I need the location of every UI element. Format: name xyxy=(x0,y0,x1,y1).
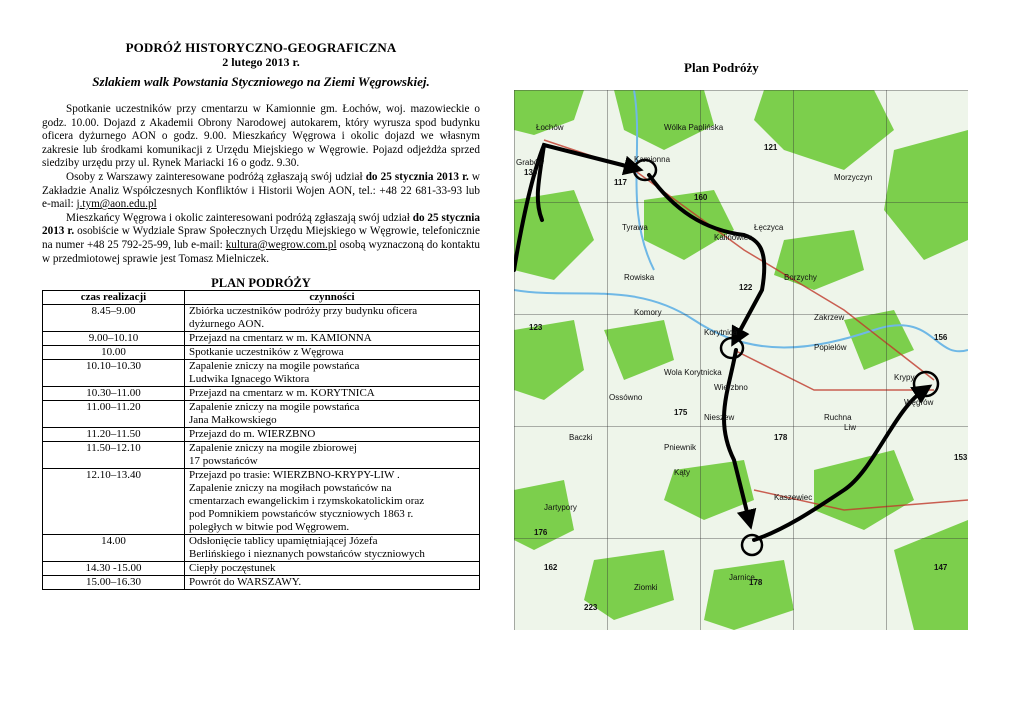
map-road-number: 117 xyxy=(614,178,627,187)
schedule-table xyxy=(42,290,480,590)
activity-line: Zbiórka uczestników podróży przy budynku oficera xyxy=(189,305,418,318)
activity-line: Berlińskiego i nieznanych powstańców styczniowych xyxy=(189,548,425,561)
map-road-number: 123 xyxy=(529,323,543,332)
map-place-label: Ossówno xyxy=(609,393,643,402)
plan-title: PLAN PODRÓŻY xyxy=(211,276,311,291)
schedule-body xyxy=(43,305,480,590)
table-row xyxy=(43,401,480,428)
aon-email-link[interactable]: j.tym@aon.edu.pl xyxy=(76,198,157,211)
map-road-number: 223 xyxy=(584,603,598,612)
event-date: 2 lutego 2013 r. xyxy=(222,55,300,69)
map-place-label: Kalinowiec xyxy=(714,233,753,242)
table-row xyxy=(43,576,480,590)
activity-line: poległych w bitwie pod Węgrowem. xyxy=(189,521,350,534)
map-place-label: Zakrzew xyxy=(814,313,845,322)
row-activity xyxy=(185,469,480,535)
map-place-label: Łochów xyxy=(536,123,564,132)
map-road-number: 178 xyxy=(749,578,763,587)
map-place-label: Grabów xyxy=(516,158,545,167)
map-road-number: 175 xyxy=(674,408,688,417)
map-road-number: 130 xyxy=(524,168,538,177)
row-time: 8.45–9.00 xyxy=(43,305,185,332)
page-title: PODRÓŻ HISTORYCZNO-GEOGRAFICZNA xyxy=(125,40,397,55)
map-place-label: Kamionna xyxy=(634,155,671,164)
activity-line: Ludwika Ignacego Wiktora xyxy=(189,373,310,386)
activity-line: pod Pomnikiem powstańców styczniowych 1863 r. xyxy=(189,508,414,521)
map-road-number: 121 xyxy=(764,143,778,152)
activity-line: Powrót do WARSZAWY. xyxy=(189,576,302,589)
table-row xyxy=(43,428,480,442)
intro-text xyxy=(42,103,480,266)
table-row xyxy=(43,562,480,576)
table-row xyxy=(43,535,480,562)
activity-line: Przejazd na cmentarz w m. KAMIONNA xyxy=(189,332,372,345)
intro-p3-text-3: osobą wyznaczoną do kontaktu w przedmiotowej sprawie jest Tomasz Mielniczek. xyxy=(42,238,480,265)
col-header-time: czas realizacji xyxy=(43,291,185,305)
map-road-number: 162 xyxy=(544,563,558,572)
activity-line: Spotkanie uczestników z Węgrowa xyxy=(189,346,344,359)
row-time: 9.00–10.10 xyxy=(43,332,185,346)
row-activity xyxy=(185,332,480,346)
intro-p2-text: Osoby z Warszawy zainteresowane podróżą zgłaszają swój udział xyxy=(66,170,366,183)
row-time: 11.00–11.20 xyxy=(43,401,185,428)
map-place-label: Pniewnik xyxy=(664,443,697,452)
table-row xyxy=(43,346,480,360)
table-row xyxy=(43,442,480,469)
map-place-label: Węgrów xyxy=(904,398,934,407)
map-place-label: Krypy xyxy=(894,373,915,382)
row-activity xyxy=(185,428,480,442)
row-time: 14.30 -15.00 xyxy=(43,562,185,576)
map-road-number: 178 xyxy=(774,433,788,442)
activity-line: 17 powstańców xyxy=(189,455,258,468)
map-road-number: 122 xyxy=(739,283,753,292)
intro-paragraph-3 xyxy=(42,212,480,266)
row-activity xyxy=(185,535,480,562)
activity-line: Ciepły poczęstunek xyxy=(189,562,276,575)
route-map xyxy=(514,90,968,630)
wegrow-email-link[interactable]: kultura@wegrow.com.pl xyxy=(225,238,337,251)
row-activity xyxy=(185,401,480,428)
intro-p2-deadline: do 25 stycznia 2013 r. xyxy=(365,170,469,183)
map-title: Plan Podróży xyxy=(684,60,759,75)
map-place-label: Wola Korytnicka xyxy=(664,368,722,377)
map-place-label: Komory xyxy=(634,308,662,317)
table-row xyxy=(43,469,480,535)
map-place-label: Jartypory xyxy=(544,503,577,512)
table-row xyxy=(43,305,480,332)
row-activity xyxy=(185,360,480,387)
map-place-label: Korytnica xyxy=(704,328,738,337)
row-time: 11.20–11.50 xyxy=(43,428,185,442)
intro-p2-text-2: w Zakładzie Analiz Współczesnych Konfliktów i Historii Wojen AON, tel.: +48 22 681-33-93 lub e-mail: xyxy=(42,170,481,211)
row-time: 10.30–11.00 xyxy=(43,387,185,401)
map-road-number: 147 xyxy=(934,563,948,572)
activity-line: Przejazd na cmentarz w m. KORYTNICA xyxy=(189,387,375,400)
row-time: 11.50–12.10 xyxy=(43,442,185,469)
intro-p3-text-2: osobiście w Wydziale Spraw Społecznych Urzędu Miejskiego w Węgrowie, telefonicznie na numer +48 25 792-25-99, lub e-mail: xyxy=(42,225,480,251)
row-activity xyxy=(185,346,480,360)
map-road-number: 156 xyxy=(934,333,948,342)
map-place-label: Tyrawa xyxy=(622,223,648,232)
intro-paragraph-1: Spotkanie uczestników przy cmentarzu w Kamionnie gm. Łochów, woj. mazowieckie o godz. 10.00. Dojazd z Akademii Obrony Narodowej autokarem, który wyrusza spod budynku oficera dyżurnego AON o godz. 9.00. Mieszkańcy Węgrowa i okolic dojazd we własnym zakresie lub środkami komunikacji z Urzędu Miejskiego w Węgrowie. Pojazd odjeżdża sprzed siedziby urzędu przy ul. Rynek Mariacki 16 o godz. 9.30. xyxy=(42,103,480,170)
map-place-label: Jarnice xyxy=(729,573,755,582)
map-place-label: Ruchna xyxy=(824,413,852,422)
intro-p3-text: Mieszkańcy Węgrowa i okolic zainteresowani podróżą zgłaszają swój udział xyxy=(66,211,413,224)
col-header-activity: czynności xyxy=(185,291,480,305)
map-grid xyxy=(514,90,968,630)
map-place-label: Wólka Paplińska xyxy=(664,123,724,132)
intro-p3-deadline: do 25 stycznia 2013 r. xyxy=(42,211,481,238)
table-row xyxy=(43,387,480,401)
intro-paragraph-2 xyxy=(42,171,480,212)
row-activity xyxy=(185,442,480,469)
map-road-number: 153 xyxy=(954,453,968,462)
table-row xyxy=(43,360,480,387)
row-time: 10.10–10.30 xyxy=(43,360,185,387)
map-place-label: Liw xyxy=(844,423,857,432)
map-place-label: Kąty xyxy=(674,468,691,477)
activity-line: Przejazd do m. WIERZBNO xyxy=(189,428,316,441)
activity-line: Zapalenie zniczy na mogile powstańca xyxy=(189,360,360,373)
activity-line: Zapalenie zniczy na mogile zbiorowej xyxy=(189,442,357,455)
table-header-row xyxy=(43,291,480,305)
map-place-label: Morzyczyn xyxy=(834,173,873,182)
activity-line: Zapalenie zniczy na mogiłach powstańców na xyxy=(189,482,392,495)
row-time: 12.10–13.40 xyxy=(43,469,185,535)
map-place-label: Łęczyca xyxy=(754,223,784,232)
map-road-number: 160 xyxy=(694,193,708,202)
row-activity xyxy=(185,387,480,401)
map-place-label: Ziomki xyxy=(634,583,658,592)
map-road-number: 176 xyxy=(534,528,548,537)
activity-line: Przejazd po trasie: WIERZBNO-KRYPY-LIW . xyxy=(189,469,400,482)
row-time: 15.00–16.30 xyxy=(43,576,185,590)
row-time: 14.00 xyxy=(43,535,185,562)
row-activity xyxy=(185,576,480,590)
event-subtitle: Szlakiem walk Powstania Styczniowego na Ziemi Węgrowskiej. xyxy=(92,74,430,89)
table-row xyxy=(43,332,480,346)
activity-line: dyżurnego AON. xyxy=(189,318,265,331)
row-time: 10.00 xyxy=(43,346,185,360)
map-place-label: Borzychy xyxy=(784,273,817,282)
map-place-label: Nieszew xyxy=(704,413,735,422)
activity-line: Zapalenie zniczy na mogile powstańca xyxy=(189,401,360,414)
row-activity xyxy=(185,305,480,332)
activity-line: cmentarzach ewangelickim i rzymskokatolickim oraz xyxy=(189,495,425,508)
activity-line: Jana Małkowskiego xyxy=(189,414,277,427)
activity-line: Odsłonięcie tablicy upamiętniającej Józefa xyxy=(189,535,378,548)
row-activity xyxy=(185,562,480,576)
left-column xyxy=(42,40,480,590)
map-place-label: Baczki xyxy=(569,433,593,442)
map-place-label: Kaszewiec xyxy=(774,493,813,502)
map-place-label: Rowiska xyxy=(624,273,655,282)
map-place-label: Wierzbno xyxy=(714,383,748,392)
map-place-label: Popielów xyxy=(814,343,847,352)
